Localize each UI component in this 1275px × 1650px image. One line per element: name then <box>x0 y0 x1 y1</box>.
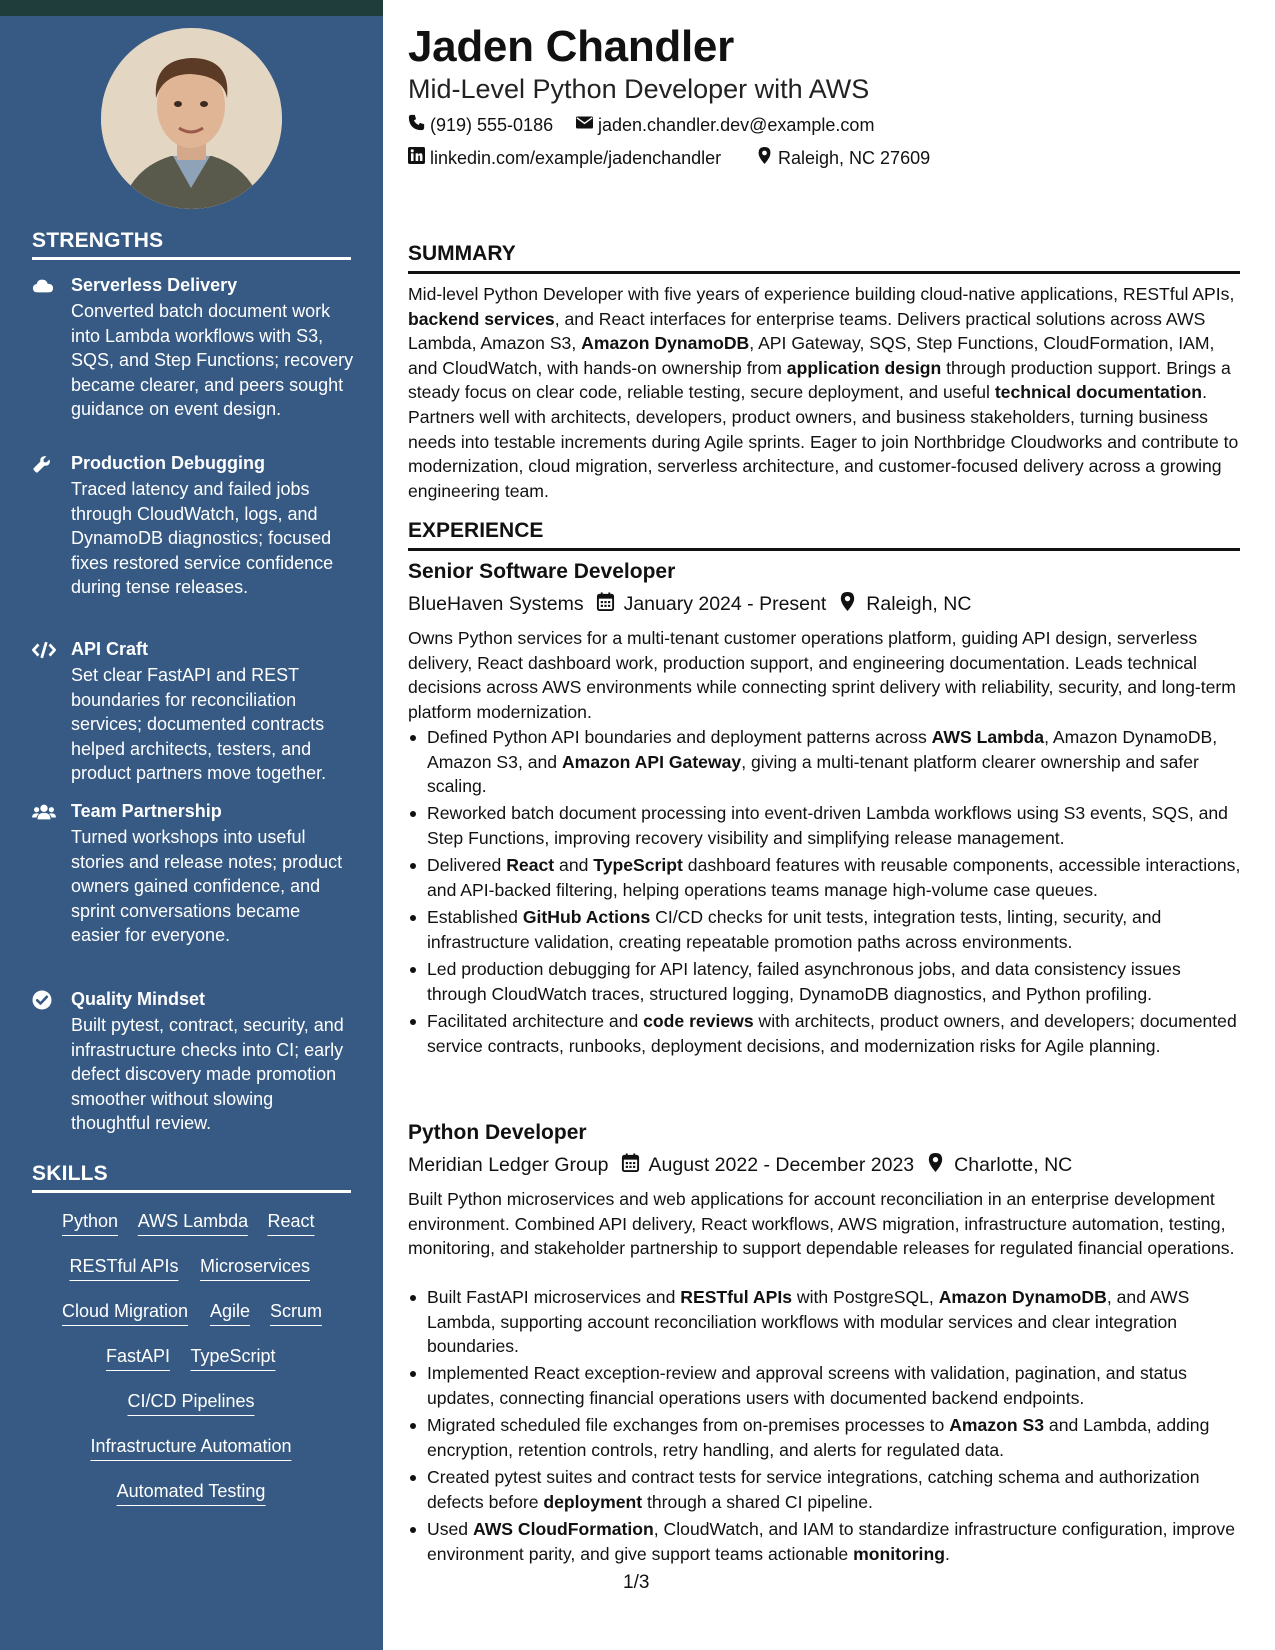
skill-tag: AWS Lambda <box>138 1209 248 1236</box>
job-dates: August 2022 - December 2023 <box>648 1154 915 1176</box>
envelope-icon <box>576 114 593 136</box>
strength-title: Production Debugging <box>71 453 265 473</box>
job-summary: Built Python microservices and web applications for account reconciliation in an enterprise development environment. Combined API delivery, React workflows, AWS migration, infrastructure automation, testing, monitoring, and stakeholder partnership to support dependable releases for regulated financial operations. <box>408 1189 1235 1259</box>
check-circle-icon <box>32 990 54 1010</box>
job-bullet: Created pytest suites and contract tests for service integrations, catching schema and authorization defects before deployment through a shared CI pipeline. <box>408 1465 1243 1514</box>
job-bullets <box>408 1285 1243 1569</box>
page-number: 1/3 <box>623 1572 650 1593</box>
job-location: Charlotte, NC <box>954 1154 1073 1176</box>
skill-tag: Microservices <box>200 1254 310 1281</box>
strength-title: Quality Mindset <box>71 989 206 1009</box>
candidate-title: Mid-Level Python Developer with AWS <box>408 74 870 104</box>
skill-tag: Automated Testing <box>117 1479 266 1506</box>
top-accent-bar <box>0 0 383 16</box>
skill-tag: Scrum <box>270 1299 322 1326</box>
skill-tag: RESTful APIs <box>69 1254 178 1281</box>
strength-title: Team Partnership <box>71 801 222 821</box>
job-bullet: Defined Python API boundaries and deployment patterns across AWS Lambda, Amazon DynamoDB, Amazon S3, and Amazon API Gateway, giving a multi-tenant platform clearer ownership and safer scaling. <box>408 725 1243 799</box>
strength-description: Set clear FastAPI and REST boundaries for reconciliation services; documented contracts helped architects, testers, and product partners move together. <box>71 665 327 784</box>
calendar-icon <box>609 1153 649 1178</box>
company-name: Meridian Ledger Group <box>408 1154 609 1176</box>
skill-tag: React <box>267 1209 314 1236</box>
job-bullet: Built FastAPI microservices and RESTful APIs with PostgreSQL, Amazon DynamoDB, and AWS Lambda, supporting account reconciliation workflows with modular services and clear integration boundaries. <box>408 1285 1243 1359</box>
calendar-icon <box>584 592 624 617</box>
phone-icon <box>408 114 425 136</box>
job-bullets <box>408 725 1243 1061</box>
map-pin-icon <box>756 147 773 169</box>
skill-tag: Infrastructure Automation <box>90 1434 291 1461</box>
job-title: Senior Software Developer <box>408 560 676 583</box>
job-bullet: Delivered React and TypeScript dashboard features with reusable components, accessible interactions, and API-backed filtering, helping operations teams manage high-volume case queues. <box>408 853 1243 902</box>
location-text: Raleigh, NC 27609 <box>778 147 931 168</box>
company-name: BlueHaven Systems <box>408 593 584 615</box>
job-bullet: Facilitated architecture and code reviews with architects, product owners, and developers; documented service contracts, runbooks, deployment decisions, and modernization risks for Agile planning. <box>408 1009 1243 1058</box>
job-dates: January 2024 - Present <box>623 593 827 615</box>
map-pin-icon <box>914 1153 954 1178</box>
skill-tag: Agile <box>210 1299 250 1326</box>
strength-title: API Craft <box>71 639 149 659</box>
skill-tag: TypeScript <box>190 1344 275 1371</box>
job-summary: Owns Python services for a multi-tenant customer operations platform, guiding API design, serverless delivery, React dashboard work, production support, and engineering documentation. Leads technical decisions across AWS environments while connecting sprint delivery with reliability, security, and long-term platform modernization. <box>408 628 1236 722</box>
wrench-icon <box>32 454 54 474</box>
cloud-icon <box>32 276 54 296</box>
summary-text: Mid-level Python Developer with five years of experience building cloud-native applications, RESTful APIs, backend services, and React interfaces for enterprise teams. Delivers practical solutions across AWS Lambda, Amazon S3, Amazon DynamoDB, API Gateway, SQS, Step Functions, CloudFormation, IAM, and CloudWatch, with hands-on ownership from application design through production support. Brings a steady focus on clear code, reliable testing, secure deployment, and useful technical documentation. Partners well with architects, developers, product owners, and business stakeholders, turning business needs into testable increments during Agile sprints. Eager to join Northbridge Cloudworks and contribute to modernization, cloud migration, serverless architecture, and customer-focused delivery across a growing engineering team. <box>408 284 1239 501</box>
strengths-heading: STRENGTHS <box>32 229 351 260</box>
job-bullet: Migrated scheduled file exchanges from on-premises processes to Amazon S3 and Lambda, adding encryption, retention controls, retry handling, and alerts for regulated data. <box>408 1413 1243 1462</box>
email-link[interactable]: jaden.chandler.dev@example.com <box>598 114 875 135</box>
job-bullet: Implemented React exception-review and approval screens with validation, pagination, and status updates, connecting financial operations users with documented backend endpoints. <box>408 1361 1243 1410</box>
skill-tag: FastAPI <box>106 1344 170 1371</box>
skill-tag: CI/CD Pipelines <box>127 1389 254 1416</box>
linkedin-link[interactable]: linkedin.com/example/jadenchandler <box>430 147 722 168</box>
code-icon <box>32 640 54 660</box>
linkedin-icon <box>408 147 425 169</box>
job-meta <box>408 592 971 617</box>
phone-contact <box>408 114 553 136</box>
sidebar <box>0 0 383 1650</box>
profile-photo <box>101 28 282 209</box>
strength-description: Built pytest, contract, security, and infrastructure checks into CI; early defect discovery made promotion smoother without slowing thoughtful review. <box>71 1015 344 1134</box>
strength-description: Converted batch document work into Lambda workflows with S3, SQS, and Step Functions; recovery became clearer, and peers sought guidance on event design. <box>71 301 354 420</box>
job-location: Raleigh, NC <box>866 593 972 615</box>
skill-tag: Python <box>62 1209 118 1236</box>
job-bullet: Reworked batch document processing into event-driven Lambda workflows using S3 events, SQS, and Step Functions, improving recovery visibility and simplifying release management. <box>408 801 1243 850</box>
location-contact <box>756 147 930 169</box>
linkedin-contact <box>408 147 721 169</box>
job-title: Python Developer <box>408 1121 587 1144</box>
strength-description: Turned workshops into useful stories and release notes; product owners gained confidence, and sprint conversations became easier for everyone. <box>71 827 343 946</box>
map-pin-icon <box>826 592 866 617</box>
job-bullet: Established GitHub Actions CI/CD checks for unit tests, integration tests, linting, security, and infrastructure validation, creating repeatable promotion paths across environments. <box>408 905 1243 954</box>
job-bullet: Used AWS CloudFormation, CloudWatch, and IAM to standardize infrastructure configuration, improve environment parity, and give support teams actionable monitoring. <box>408 1517 1243 1566</box>
skill-tag: Cloud Migration <box>62 1299 188 1326</box>
strength-title: Serverless Delivery <box>71 275 238 295</box>
users-icon <box>32 802 54 822</box>
job-meta <box>408 1153 1072 1178</box>
summary-heading: SUMMARY <box>408 242 1240 274</box>
job-bullet: Led production debugging for API latency, failed asynchronous jobs, and data consistency issues through CloudWatch traces, structured logging, DynamoDB diagnostics, and Python profiling. <box>408 957 1243 1006</box>
strength-description: Traced latency and failed jobs through CloudWatch, logs, and DynamoDB diagnostics; focused fixes restored service confidence during tense releases. <box>71 479 334 598</box>
experience-heading: EXPERIENCE <box>408 519 1240 551</box>
candidate-name: Jaden Chandler <box>408 22 734 71</box>
skills-heading: SKILLS <box>32 1162 351 1193</box>
email-contact <box>576 114 874 136</box>
phone-text: (919) 555-0186 <box>430 114 554 135</box>
